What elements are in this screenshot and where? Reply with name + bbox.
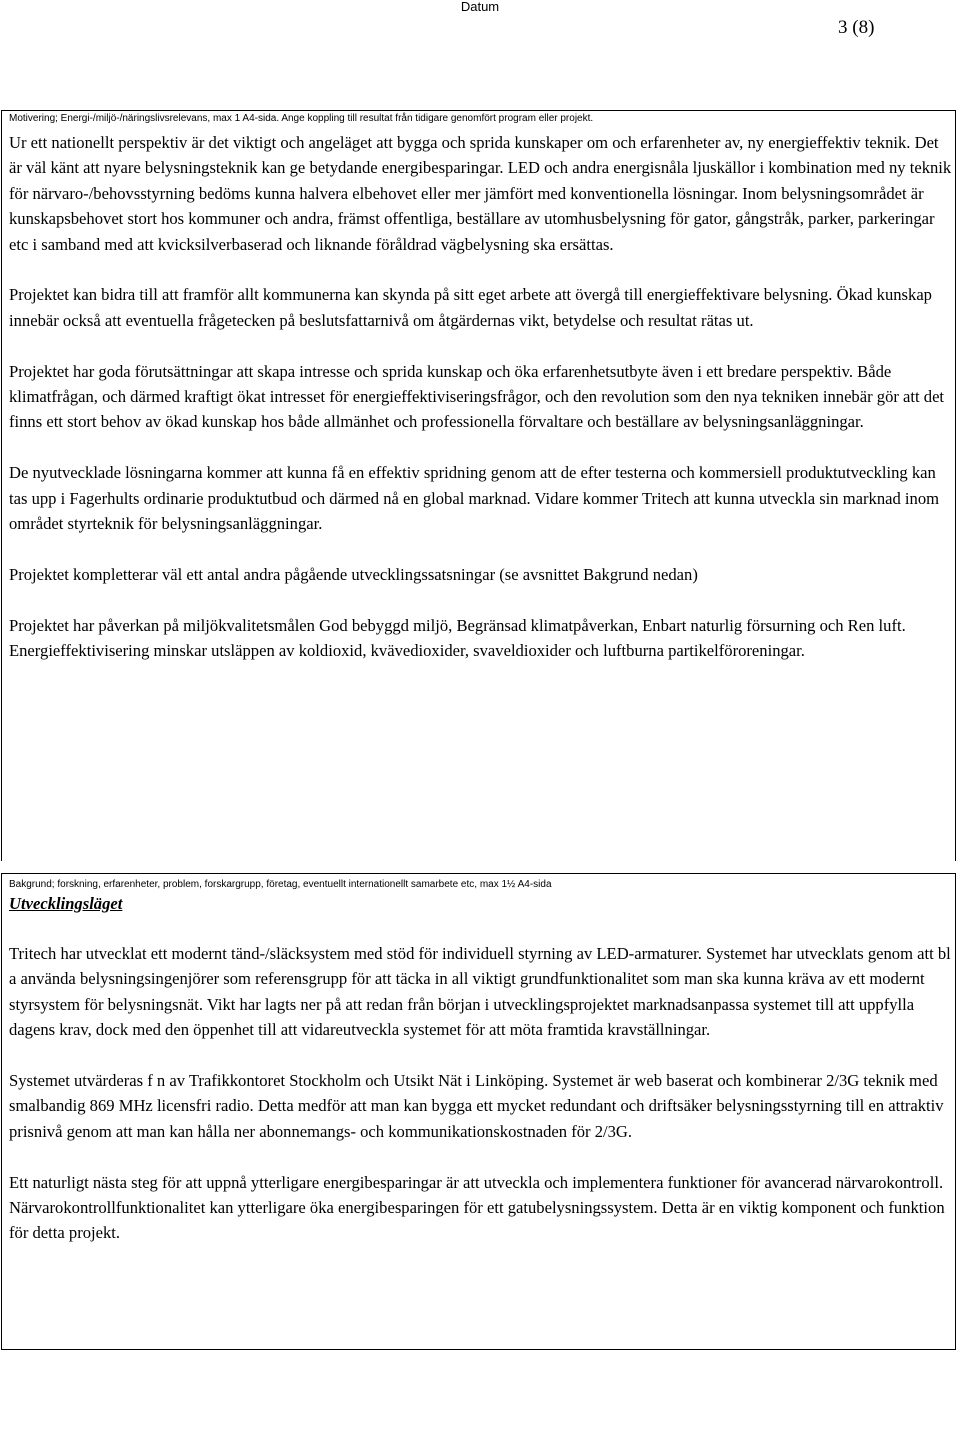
header-date-label: Datum	[460, 0, 500, 14]
paragraph: De nyutvecklade lösningarna kommer att kunna få en effektiv spridning genom att de efter testerna och kommersiell produktutveckling kan tas upp i Fagerhults ordinarie produktutbud och därmed nå en global marknad. Vidare kommer Tritech att kunna utveckla sin marknad inom området styrteknik för belysningsanläggningar.	[9, 463, 940, 534]
paragraph: Tritech har utvecklat ett modernt tänd-/släcksystem med stöd för individuell styrning av LED-armaturer. Systemet har utvecklats genom att bl a använda belysningsingenjörer som referensgrupp för att täcka in all viktigt grundfunktionalitet som man ska kunna kräva av ett modernt styrsystem för belysningsnät. Vikt har lagts ner på att redan från början i utvecklingsprojektet marknadsanpassa systemet till att uppfylla dagens krav, dock med den öppenhet till att vidareutveckla systemet för att möta framtida kravställningar.	[9, 944, 951, 1040]
paragraph: Ur ett nationellt perspektiv är det viktigt och angeläget att bygga och sprida kunskaper om och erfarenheter av, ny energieffektiv teknik. Det är väl känt att nyare belysningsteknik kan ge betydande energibesparingar. LED och andra energisnåla ljuskällor i kombination med ny teknik för närvaro-/behovsstyrning bedöms kunna halvera elbehovet eller mer jämfört med konventionella lösningar. Inom belysningsområdet är kunskapsbehovet stort hos kommuner och andra, främst offentliga, beställare av utomhusbelysning för gator, gångstråk, parker, parkeringar etc i samband med att kvicksilverbaserad och liknande föråldrad vägbelysning ska ersättas.	[9, 133, 952, 254]
motivation-section-label: Motivering; Energi-/miljö-/näringslivsrelevans, max 1 A4-sida. Ange koppling till resultat från tidigare genomfört program eller projekt.	[9, 113, 594, 124]
paragraph: Projektet har påverkan på miljökvalitetsmålen God bebyggd miljö, Begränsad klimatpåverkan, Enbart naturlig försurning och Ren luft. Energieffektivisering minskar utsläppen av koldioxid, kvävedioxider, svaveldioxider och luftburna partikelföroreningar.	[9, 615, 906, 661]
paragraph: Projektet kan bidra till att framför allt kommunerna kan skynda på sitt eget arbete att övergå till energieffektivare belysning. Ökad kunskap innebär också att eventuella frågetecken på beslutsfattarnivå om åtgärdernas vikt, betydelse och resultat rätas ut.	[9, 285, 932, 330]
paragraph: Projektet kompletterar väl ett antal andra pågående utvecklingssatsningar (se avsnittet Bakgrund nedan)	[9, 564, 698, 584]
background-body	[9, 941, 954, 1246]
page-number: 3 (8)	[838, 17, 875, 38]
paragraph: Ett naturligt nästa steg för att uppnå ytterligare energibesparingar är att utveckla och implementera funktioner för avancerad närvarokontroll. Närvarokontrollfunktionalitet kan ytterligare öka energibesparingen för ett gatubelysningssystem. Detta är en viktig komponent och funktion för detta projekt.	[9, 1172, 945, 1243]
motivation-body	[9, 130, 954, 663]
paragraph: Systemet utvärderas f n av Trafikkontoret Stockholm och Utsikt Nät i Linköping. Systemet är web baserat och kombinerar 2/3G teknik med smalbandig 869 MHz licensfri radio. Detta medför att man kan bygga ett mycket redundant och driftsäker belysningsstyrning till en attraktiv prisnivå genom att man kan hålla ner abonnemangs- och kommunikationskostnaden för 2/3G.	[9, 1071, 944, 1141]
paragraph: Projektet har goda förutsättningar att skapa intresse och sprida kunskap och öka erfarenhetsutbyte även i ett bredare perspektiv. Både klimatfrågan, och därmed kraftigt ökat intresset för energieffektiviseringsfrågor, och den revolution som den nya tekniken innebär gör att det finns ett stort behov av ökad kunskap hos både allmänhet och professionella förvaltare och beställare av belysningsanläggningar.	[9, 361, 945, 432]
section-heading: Utvecklingsläget	[9, 894, 123, 913]
background-section-label: Bakgrund; forskning, erfarenheter, problem, forskargrupp, företag, eventuellt internationellt samarbete etc, max 1½ A4-sida	[9, 879, 552, 890]
